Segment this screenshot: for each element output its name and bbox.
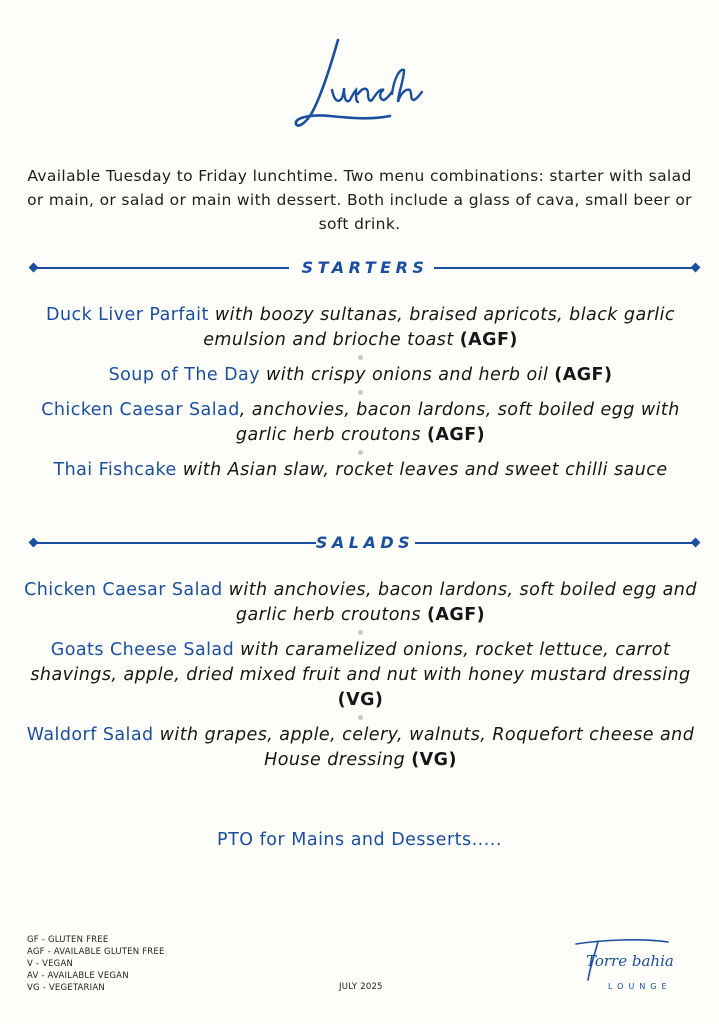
dish-description: with crispy onions and herb oil — [260, 365, 555, 385]
item-separator-dot — [358, 715, 363, 720]
dish-name: Waldorf Salad — [26, 725, 154, 745]
dietary-tag: (VG) — [337, 690, 384, 710]
logo-script-text: Torre bahia — [586, 952, 674, 970]
item-separator-dot — [358, 355, 363, 360]
item-separator-dot — [358, 390, 363, 395]
dish-name: Chicken Caesar Salad — [41, 400, 240, 420]
salads-divider — [30, 532, 700, 554]
dish-name: Chicken Caesar Salad — [24, 580, 223, 600]
lunch-script-title — [280, 28, 440, 136]
list-item — [14, 723, 707, 773]
menu-title — [0, 28, 719, 138]
legend-item: VG - VEGETARIAN — [27, 983, 105, 993]
legend-item: GF - GLUTEN FREE — [27, 935, 109, 945]
dietary-legend — [27, 934, 165, 994]
dietary-tag: (AGF) — [459, 330, 518, 350]
salads-list — [14, 578, 707, 773]
dish-name: Soup of The Day — [108, 365, 261, 385]
dietary-tag: (AGF) — [426, 605, 486, 625]
starters-list — [14, 303, 707, 483]
item-separator-dot — [358, 630, 363, 635]
dietary-tag: (AGF) — [426, 425, 486, 445]
dietary-tag: (VG) — [411, 750, 457, 770]
dish-description: with caramelized onions, rocket lettuce, carrot shavings, apple, dried mixed fruit and nut with honey mustard dressing — [30, 640, 691, 685]
dish-description: , anchovies, bacon lardons, soft boiled egg with garlic herb croutons — [235, 400, 680, 445]
starters-divider — [30, 257, 700, 279]
dish-name: Thai Fishcake — [53, 460, 177, 480]
item-separator-dot — [358, 450, 363, 455]
legend-item: AV - AVAILABLE VEGAN — [27, 971, 129, 981]
legend-item: AGF - AVAILABLE GLUTEN FREE — [27, 947, 165, 957]
list-item — [14, 578, 707, 628]
list-item — [14, 398, 707, 448]
logo-subtitle: LOUNGE — [608, 982, 672, 991]
list-item — [14, 363, 707, 388]
menu-date: JULY 2025 — [339, 982, 383, 992]
dish-description: with anchovies, bacon lardons, soft boiled egg and garlic herb croutons — [222, 580, 697, 625]
section-heading-salads: SALADS — [315, 533, 415, 552]
list-item — [14, 638, 707, 713]
dietary-tag: (AGF) — [554, 365, 613, 385]
dish-name: Duck Liver Parfait — [46, 305, 209, 325]
dish-description: with boozy sultanas, braised apricots, black garlic emulsion and brioche toast — [203, 305, 675, 350]
list-item — [14, 303, 707, 353]
intro-text: Available Tuesday to Friday lunchtime. Two menu combinations: starter with salad or main, or salad or main with dessert. Both include a glass of cava, small beer or soft drink. — [27, 167, 692, 233]
list-item — [14, 458, 707, 483]
dish-description: with Asian slaw, rocket leaves and sweet chilli sauce — [176, 460, 668, 480]
legend-item: V - VEGAN — [27, 959, 74, 969]
dish-name: Goats Cheese Salad — [50, 640, 235, 660]
pto-note: PTO for Mains and Desserts..... — [217, 830, 502, 850]
dish-description: with grapes, apple, celery, walnuts, Roquefort cheese and House dressing — [153, 725, 695, 770]
section-heading-starters: STARTERS — [301, 258, 429, 277]
torre-bahia-logo — [572, 936, 702, 996]
